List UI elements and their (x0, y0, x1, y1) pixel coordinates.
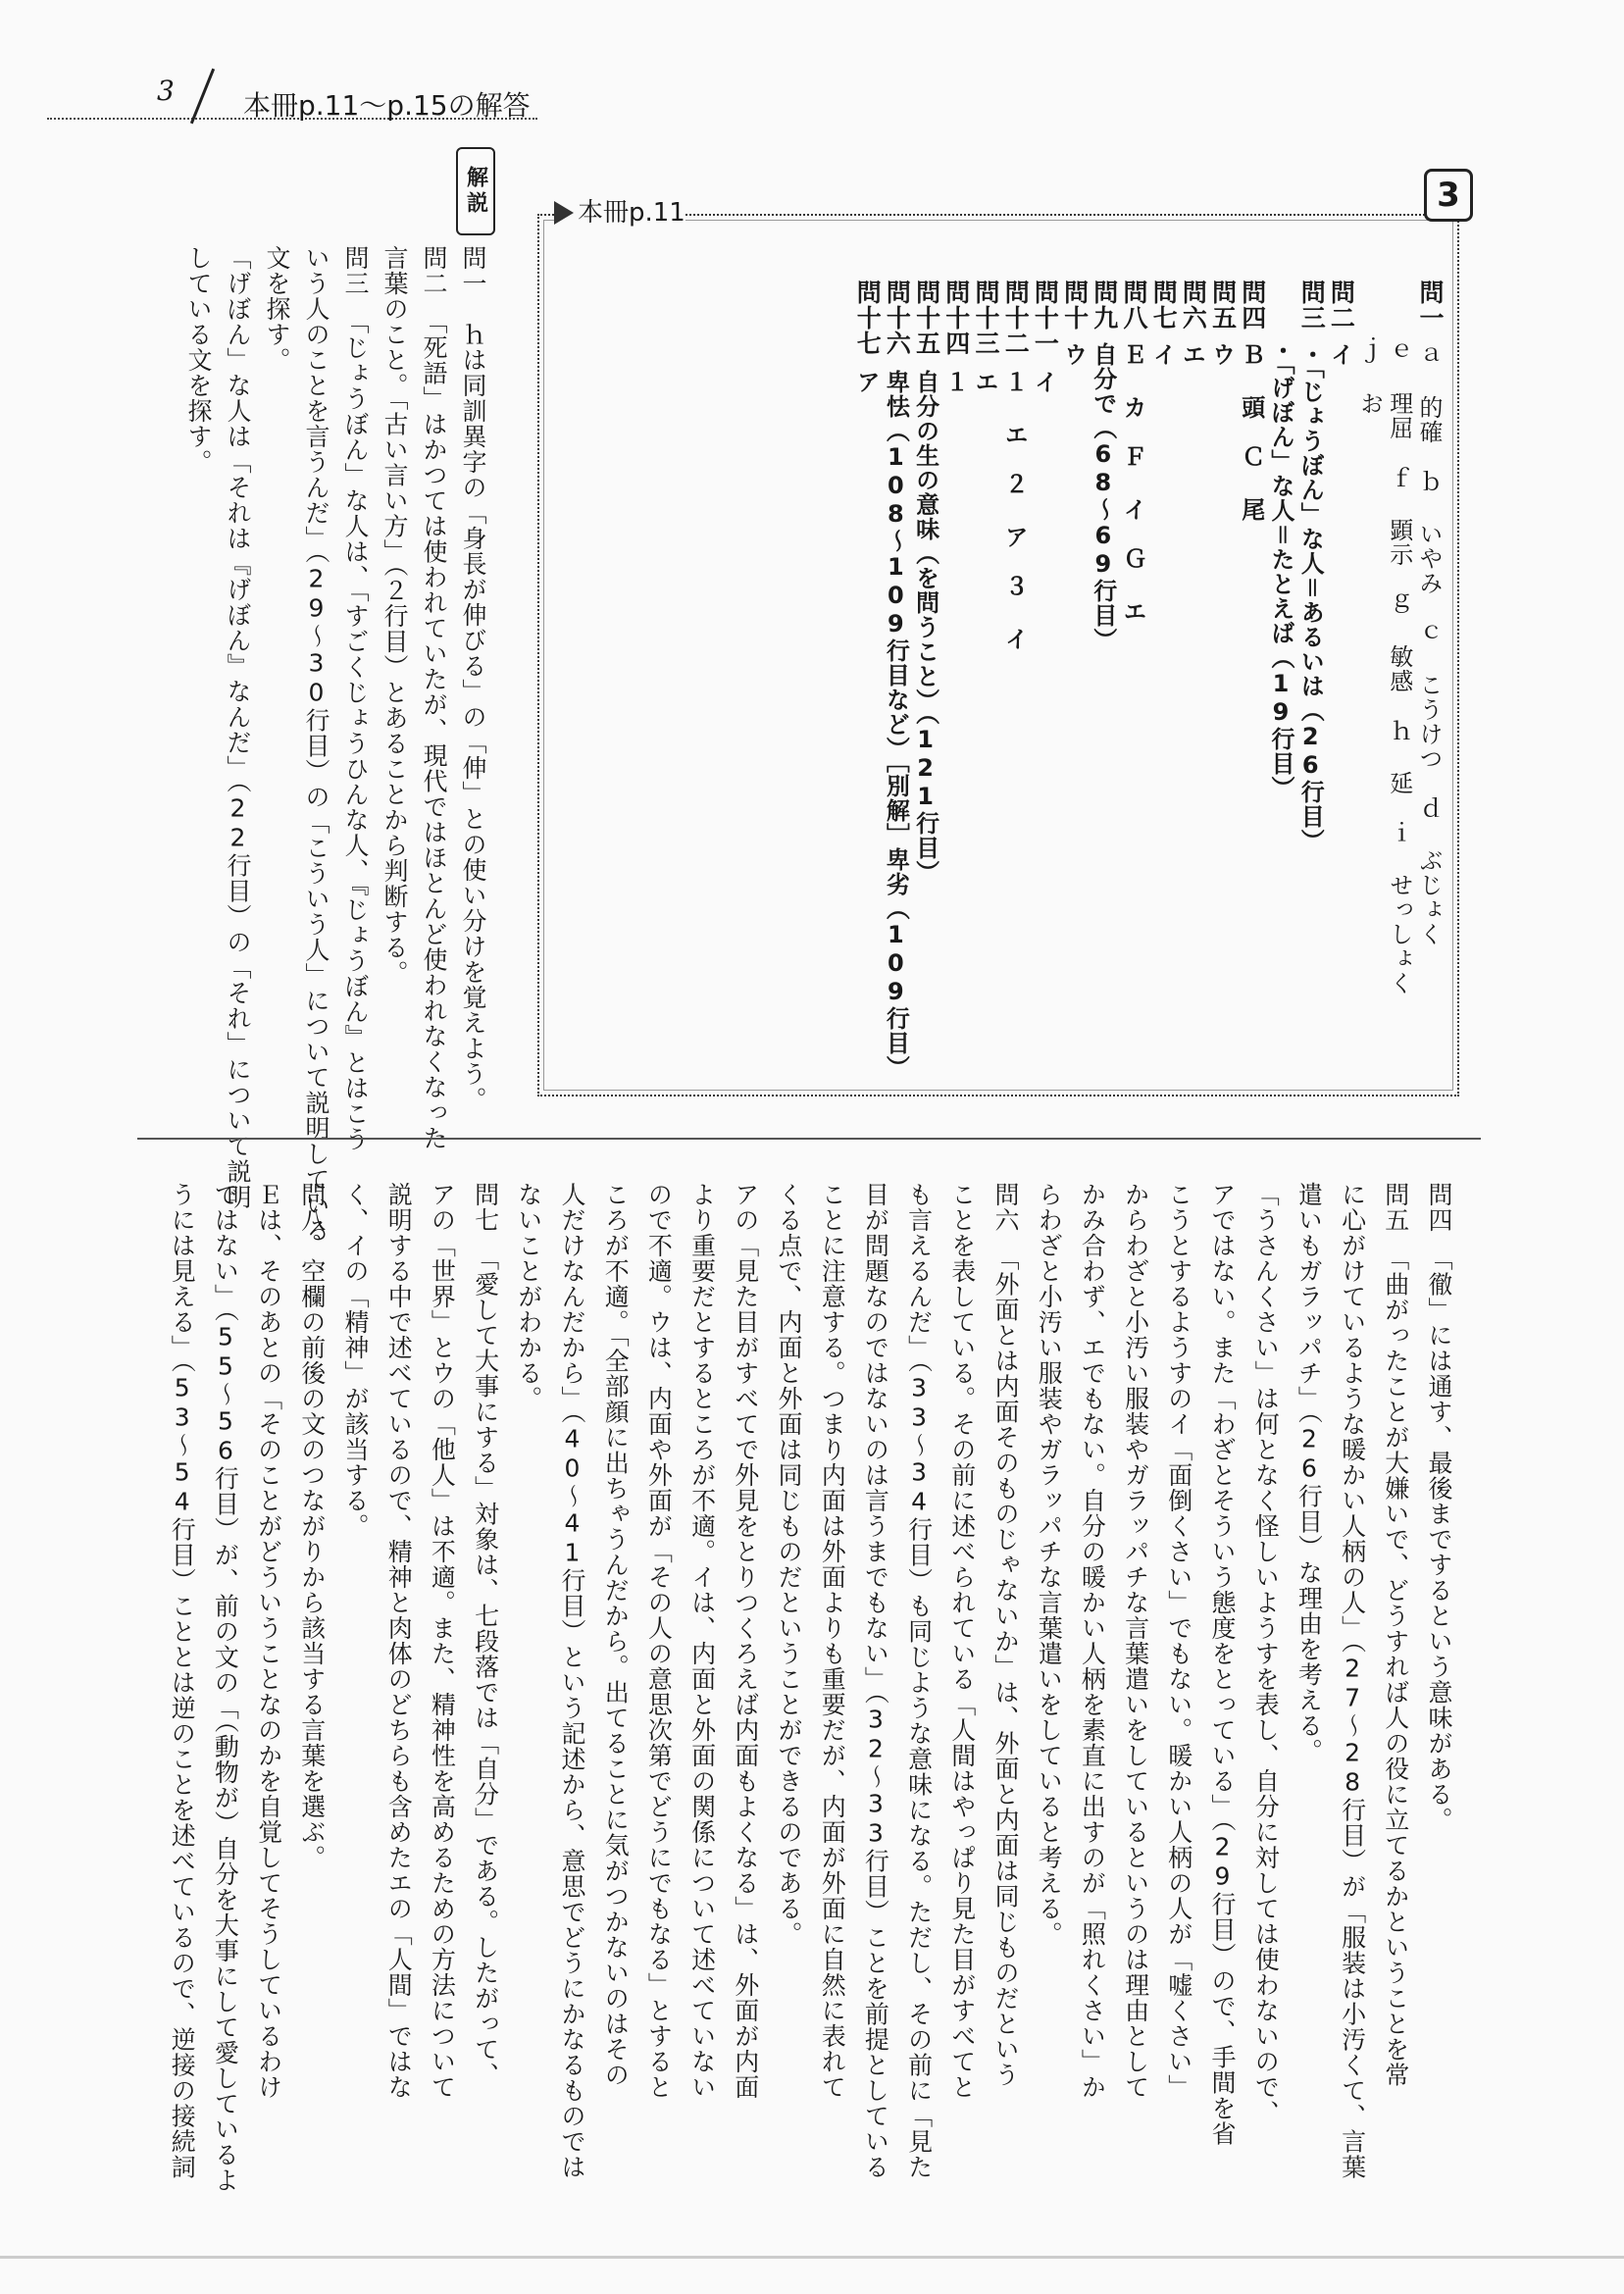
answer-text: エ (1178, 342, 1206, 367)
answer-label: 問八 (1120, 280, 1148, 331)
explanation-line: 「げぼん」な人は「それは『げぼん』なんだ」（22行目）の「それ」について説明 (224, 245, 252, 1210)
answer-text: 自分の生の意味（を問うこと）（121行目） (911, 370, 939, 885)
answer-text: 卑怯（108〜109行目など）［別解］卑劣（109行目） (882, 370, 910, 1080)
answer-text: イ (1326, 342, 1354, 367)
explanation-line: 文を探す。 (263, 245, 291, 373)
page-title: 本冊p.11〜p.15の解答 (243, 89, 531, 122)
explanation-line: ころが不適。「全部顔に出ちゃうんだから。出てることに気がつかないのはその (601, 1182, 631, 2088)
explanation-line: 説明する中で述べているので、精神と肉体のどちらも含めたエの「人間」ではな (384, 1182, 414, 2100)
explanation-line: 問五 「曲がったことが大嫌いで、どうすれば人の役に立てるかということを常 (1381, 1182, 1410, 2088)
explanation-line: している文を探す。 (184, 245, 213, 475)
answer-label: 問十七 (853, 280, 883, 356)
reference-tag (554, 192, 685, 229)
explanation-line: 問八 空欄の前後の文のつながりから該当する言葉を選ぶ。 (297, 1182, 327, 1870)
answer-label: 問一 (1416, 280, 1445, 331)
explanation-line: ではない」（55〜56行目）が、前の文の「（動物が）自分を大事にして愛しているよ (211, 1182, 240, 2193)
explanation-line: に心がけているような暖かい人柄の人」（27〜28行目）が「服装は小汚くて、言葉 (1338, 1182, 1367, 2180)
explanation-line: 問七 「愛して大事にする」対象は、七段落では「自分」である。したがって、 (471, 1182, 500, 2088)
answer-text: ・「げぼん」な人＝たとえば（19行目） (1267, 338, 1294, 800)
answer-label: 問四 (1238, 280, 1267, 331)
explanation-label: 解説 (456, 147, 495, 235)
triangle-icon (554, 201, 574, 225)
answer-label: 問三 (1297, 280, 1327, 331)
explanation-line: ことに注意する。つまり内面は外面よりも重要だが、内面が外面に自然に表れて (818, 1182, 847, 2100)
explanation-line: 問三 「じょうぼん」な人は、「すごくじょうひんな人、『じょうぼん』とはこう (341, 245, 370, 1152)
answer-label: 問七 (1149, 280, 1179, 331)
explanation-line: ことを表している。その前に述べられている「人間はやっぱり見た目がすべてと (947, 1182, 977, 2100)
answer-text: イ (1148, 342, 1177, 367)
page-bottom-edge (0, 2256, 1624, 2259)
explanation-line: Ｅは、そのあとの「そのことがどういうことなのかを自覚してそうしているわけ (254, 1182, 283, 2100)
answer-label: 問二 (1327, 280, 1356, 331)
explanation-line: より重要だとするところが不適。イは、内面と外面の関係について述べていない (687, 1182, 717, 2100)
explanation-line: ないことがわかる。 (514, 1182, 543, 1411)
answer-text: ｊ お (1355, 338, 1384, 416)
answer-label: 問十三 (972, 280, 1000, 356)
explanation-line: 遣いもガラッパチ」（26行目）な理由を考える。 (1294, 1182, 1324, 1764)
explanation-line: かみ合わず、エでもない。自分の暖かい人柄を素直に出すのが「照れくさい」か (1078, 1182, 1107, 2100)
answer-label: 問十一 (1031, 280, 1060, 356)
answer-text: ｅ 理屈 ｆ 顕示 ｇ 敏感 ｈ 延 ｉ せっしょく (1385, 338, 1413, 995)
section-divider (137, 1138, 1481, 1140)
reference-text: 本冊p.11 (578, 198, 685, 228)
answer-text: エ (971, 370, 998, 394)
answer-text: ａ 的確 ｂ いやみ ｃ こうけつ ｄ ぶじょく (1415, 342, 1443, 946)
answer-text: 自分で（68〜69行目） (1089, 342, 1117, 652)
explanation-line: うには見える」（53〜54行目）こととは逆のことを述べているので、逆接の接続詞 (168, 1182, 197, 2180)
answer-text: １ エ ２ ア ３ イ (1000, 370, 1029, 651)
explanation-line: 問二 「死語」はかつては使われていたが、現代ではほとんど使われなくなった (420, 245, 448, 1151)
answer-text: １ (940, 370, 969, 394)
explanation-line: くる点で、内面と外面は同じものだということができるのである。 (775, 1182, 803, 1947)
answer-text: ・「じょうぼん」な人＝あるいは（26行目） (1296, 342, 1325, 853)
answer-text: ウ (1207, 342, 1236, 367)
explanation-line: アの「見た目がすべてで外見をとりつくろえば内面もよくなる」は、外面が内面 (731, 1182, 760, 2100)
answer-text: イ (1030, 370, 1058, 394)
answer-label: 問十五 (912, 280, 941, 356)
explanation-line: からわざと小汚い服装やガラッパチな言葉遣いをしているというのは理由として (1121, 1182, 1150, 2100)
answer-label: 問十 (1060, 280, 1090, 331)
explanation-line: 言葉のこと。「古い言い方」（２行目）とあることから判断する。 (381, 245, 409, 986)
explanation-line: らわざと小汚い服装やガラッパチな言葉遣いをしていると考える。 (1035, 1182, 1064, 1947)
header-slash (190, 69, 215, 125)
answer-label: 問九 (1090, 280, 1119, 331)
answer-label: 問十六 (883, 280, 912, 356)
explanation-line: アではない。また「わざとそういう態度をとっている」（29行目）ので、手間を省 (1208, 1182, 1237, 2147)
explanation-line: 問一 ｈは同訓異字の「身長が伸びる」の「伸」との使い分けを覚えよう。 (459, 245, 487, 1112)
explanation-line: 問四 「徹」には通す、最後までするという意味がある。 (1425, 1182, 1453, 1833)
answer-text: ア (852, 370, 881, 394)
explanation-line: 問六 「外面とは内面そのものじゃないか」は、外面と内面は同じものだという (991, 1182, 1020, 2088)
explanation-line: ので不適。ウは、内面や外面が「その人の意思次第でどうにでもなる」とすると (644, 1182, 674, 2100)
explanation-line: こうとするようすのイ「面倒くさい」でもない。暖かい人柄の人が「嘘くさい」 (1164, 1182, 1193, 2100)
explanation-line: いう人のことを言うんだ」（29〜30行目）の「こういう人」について説明している (302, 245, 330, 1244)
answer-label: 問六 (1179, 280, 1208, 331)
answer-text: Ｂ 頭 Ｃ 尾 (1237, 342, 1265, 522)
explanation-line: 人だけなんだから」（40〜41行目）という記述から、意思でどうにかなるものでは (558, 1182, 586, 2180)
answer-text: Ｅ カ Ｆ イ Ｇ エ (1119, 342, 1146, 624)
answer-label: 問十二 (1001, 280, 1031, 356)
explanation-line: 「うさんくさい」は何となく怪しいようすを表し、自分に対しては使わないので、 (1251, 1182, 1281, 2125)
answer-label: 問十四 (941, 280, 971, 356)
explanation-line: 目が問題なのではないのは言うまでもない」（32〜33行目）ことを前提としている (861, 1182, 890, 2180)
explanation-line: も言えるんだ」（33〜34行目）も同じような意味になる。ただし、その前に「見た (904, 1182, 934, 2180)
explanation-line: アの「世界」とウの「他人」は不適。また、精神性を高めるための方法について (428, 1182, 457, 2100)
page-number: 3 (157, 75, 175, 107)
section-number: 3 (1424, 169, 1473, 222)
answer-text: ウ (1059, 342, 1088, 367)
explanation-line: く、イの「精神」が該当する。 (341, 1182, 370, 1539)
answer-label: 問五 (1208, 280, 1238, 331)
